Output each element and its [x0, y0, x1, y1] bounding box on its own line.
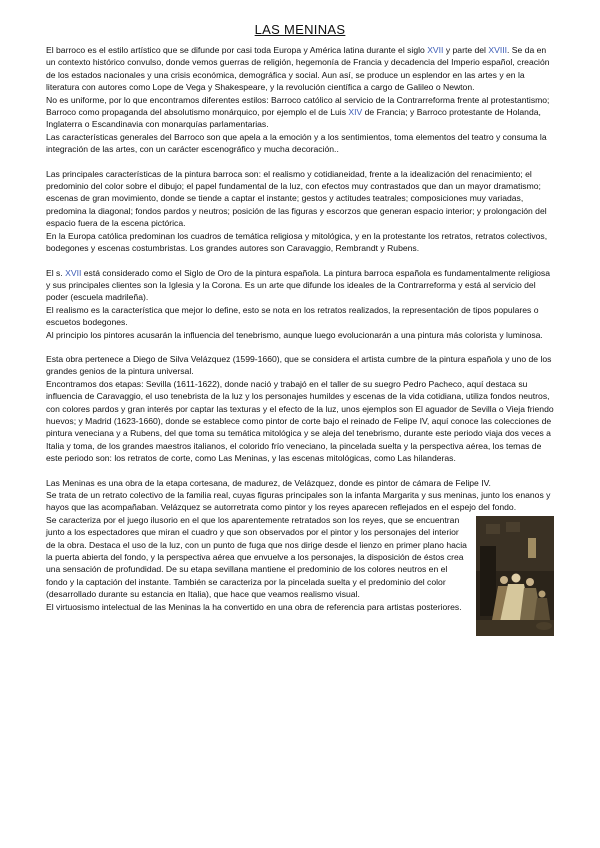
text-run: de Francia; y Barroco protestante de Holanda, Inglaterra o Escandinavia con monarquías parlamentarias.	[46, 107, 541, 130]
text-run: El virtuosismo intelectual de las Meninas la ha convertido en una obra de referencia para artistas posteriores.	[46, 601, 462, 612]
paragraph	[46, 168, 554, 230]
roman-numeral: XIV	[348, 107, 363, 118]
roman-numeral: XVIII	[488, 45, 507, 55]
paragraph	[46, 131, 554, 156]
paragraph	[46, 304, 554, 329]
paragraph	[46, 230, 554, 255]
paragraph	[46, 353, 554, 378]
paragraph	[46, 378, 554, 465]
paragraph	[46, 267, 554, 304]
text-run: Se caracteriza por el juego ilusorio en el que los aparentemente retratados son los reyes, que se encuentran junto a los espectadores que miran el cuadro y que son observados por el pintor y los personajes del interior de la obra. Destaca el uso de la luz, con un punto de fuga que nos dirige desde el lienzo en primer plano hacia la puerta abierta del fondo, y la perspectiva aérea que envuelve a los personajes, la disposición de éstos crea una sensación de profundidad. De su etapa sevillana mantiene el predominio de los colores neutros en el fondo y la captación del instante. También se caracteriza por la pincelada suelta y el predominio del color (desarrollado durante su estancia en Italia), que hace que veamos realismo visual.	[46, 514, 467, 600]
text-run: Al principio los pintores acusarán la influencia del tenebrismo, aunque luego evolucionarán a una pintura más colorista y luminosa.	[46, 329, 543, 340]
text-run: El barroco es el estilo artístico que se difunde por casi toda Europa y América latina durante el siglo	[46, 45, 428, 55]
paragraph	[46, 489, 554, 514]
document-body	[46, 44, 554, 638]
text-run: Las principales características de la pintura barroca son: el realismo y cotidianeidad, frente a la idealización del renacimiento; el predominio del color sobre el dibujo; el papel fundamental de la luz, con efectos muy contrastados que dan un mayor dramatismo; escenas de gran movimiento, donde se tiende a captar el instante; gestos y actitudes teatrales; composiciones muy variadas, predomina la diagonal; fondos pardos y neutros; posición de las figuras y escorzos que generan espacio interior; y prolongación del espacio fuera de la escena pictórica.	[46, 168, 547, 229]
paragraph	[46, 477, 554, 489]
text-run: y parte del	[443, 45, 489, 55]
text-run: El realismo es la característica que mejor lo define, esto se nota en los retratos realizados, la representación de tipos populares o escuetos bodegones.	[46, 304, 539, 328]
text-run: Las Meninas es una obra de la etapa cortesana, de madurez, de Velázquez, donde es pintor de cámara de Felipe IV.	[46, 477, 491, 488]
text-run: El s.	[46, 267, 66, 278]
text-run: está considerado como el Siglo de Oro de la pintura española. La pintura barroca española es fundamentalmente religiosa y sus principales clientes son la Iglesia y la Corona. Es un arte que difunde los ideales de la Contrarreforma y está al servicio del poder (escuela madrileña).	[46, 267, 551, 303]
text-run: Se trata de un retrato colectivo de la familia real, cuyas figuras principales son la infanta Margarita y sus meninas, junto los enanos y hayos que las acompañaban. Velázquez se autorretrata como pintor y los reyes aparecen reflejados en el espejo del fondo.	[46, 490, 551, 513]
text-run: Esta obra pertenece a Diego de Silva Velázquez (1599-1660), que se considera el artista cumbre de la pintura española y uno de los grandes genios de la pintura universal.	[46, 353, 552, 377]
paragraph	[46, 329, 554, 341]
paragraph	[46, 44, 554, 94]
text-run: . Se da en un contexto histórico convulso, donde vemos guerras de religión, hegemonía de Francia y decadencia del Imperio español, creación de los estados nacionales y una crisis económica, demográfica y social. Aun así, se produce un esplendor en las artes y en la literatura con autores como Lope de Vega y Shakespeare, y la revolución científica a cargo de Galileo o Newton.	[46, 45, 550, 93]
text-run: En la Europa católica predominan los cuadros de temática religiosa y mitológica, y en la protestante los retratos, retratos colectivos, bodegones y escenas costumbristas. Los grandes autores son Caravaggio, Rembrandt y Rubens.	[46, 230, 548, 254]
text-run: Las características generales del Barroco son que apela a la emoción y a los sentimientos, toma elementos del teatro y consuma la integración de las artes, con un carácter escenográfico y mucha decoración..	[46, 131, 547, 155]
paragraph	[46, 94, 554, 131]
roman-numeral: XVII	[427, 45, 444, 55]
text-run: No es uniforme, por lo que encontramos diferentes estilos: Barroco católico al servicio de la Contrarreforma frente al protestantismo; Barroco como propaganda del absolutismo monárquico, por ejemplo el de Luis	[46, 94, 550, 118]
text-run: Encontramos dos etapas: Sevilla (1611-1622), donde nació y trabajó en el taller de su suegro Pedro Pacheco, aquí destaca su influencia de Caravaggio, el uso tenebrista de la luz y los personajes humildes y escenas de la vida cotidiana, utiliza fondos neutros, con colores pardos y gran interés por captar las texturas y el efecto de la luz, unos ejemplos son El aguador de Sevilla o Vieja friendo huevos; y Madrid (1623-1660), donde se establece como pintor de corte bajo el reinado de Felipe IV, aquí conoce las colecciones de pintura veneciana y a Rubens, del que toma su temática mitológica y se aleja del tenebrismo, durante este periodo viaja dos veces a Italia y toma, de los grandes maestros italianos, el colorido frío veneciano, la pincelada suelta y la perspectiva aérea, los temas de este periodo son: los retratos de corte, como Las Meninas, y las escenas mitológicas, como Las hilanderas.	[46, 378, 554, 464]
page-title: LAS MENINAS	[254, 22, 346, 37]
paragraph	[46, 514, 554, 601]
roman-numeral: XVII	[65, 267, 82, 278]
las-meninas-painting-image	[476, 516, 554, 636]
